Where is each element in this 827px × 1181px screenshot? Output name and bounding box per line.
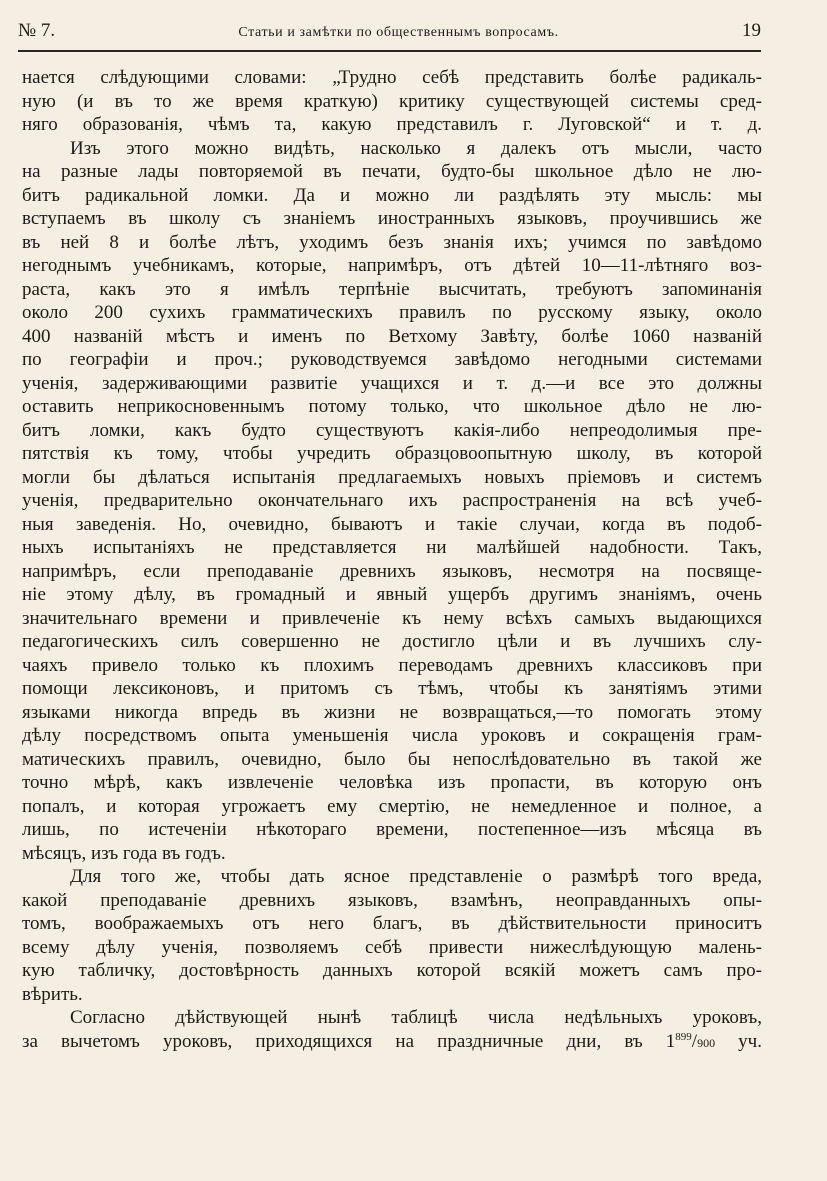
text-line: чаяхъ привело только къ плохимъ переводамъ древнихъ классиковъ при <box>22 654 762 676</box>
text-line: около 200 сухихъ грамматическихъ правилъ по русскому языку, около <box>22 302 762 323</box>
text-line: раста, какъ это я имѣлъ терпѣніе высчитать, требуютъ запоминанія <box>22 278 762 300</box>
text-line: педагогическихъ силъ совершенно не достигло цѣли и въ лучшихъ слу- <box>22 631 762 652</box>
header-rule <box>18 50 761 52</box>
text-line-last <box>22 1030 762 1054</box>
text-line: по географіи и проч.; руководствуемся завѣдомо негодными системами <box>22 349 762 370</box>
text-line: Для того же, чтобы дать ясное представленіе о размѣрѣ того вреда, <box>70 866 762 887</box>
text-line: кую табличку, достовѣрность данныхъ которой всякій можетъ самъ про- <box>22 960 762 981</box>
text-line: ученія, предварительно окончательнаго ихъ распространенія на всѣ учеб- <box>22 490 762 511</box>
body-text <box>22 66 762 1053</box>
text-line: всему дѣлу ученія, позволяемъ себѣ привести нижеслѣдующую малень- <box>22 936 762 958</box>
text-line: какой преподаваніе древнихъ языковъ, взамѣнъ, неоправданныхъ опы- <box>22 889 762 911</box>
text-line: дѣлу посредствомъ опыта уменьшенія числа уроковъ и сокращенія грам- <box>22 725 762 746</box>
text-line: значительнаго времени и привлеченіе къ нему всѣхъ самыхъ выдающихся <box>22 607 762 629</box>
text-line: ную (и въ то же время краткую) критику существующей системы сред- <box>22 90 762 112</box>
text-line: лишь, по истеченіи нѣкотораго времени, постепенное—изъ мѣсяца въ <box>22 819 762 840</box>
text-line: Изъ этого можно видѣть, насколько я далекъ отъ мысли, часто <box>70 137 762 159</box>
page-number: 19 <box>741 20 761 41</box>
year-superscript: 899 <box>675 1030 692 1043</box>
text-line: ныхъ испытаніяхъ не представляется ни малѣйшей надобности. Такъ, <box>22 537 762 558</box>
text-line: няго образованія, чѣмъ та, какую представилъ г. Луговской“ и т. д. <box>22 114 762 135</box>
text-line: помощи лексиконовъ, и притомъ съ тѣмъ, чтобы къ занятіямъ этими <box>22 678 762 699</box>
text-line: матическихъ правилъ, очевидно, было бы непослѣдовательно въ такой же <box>22 748 762 770</box>
text-line: точно мѣрѣ, какъ извлеченіе человѣка изъ пропасти, въ которую онъ <box>22 772 762 793</box>
last-line-text: за вычетомъ уроковъ, приходящихся на праздничные дни, въ 1 <box>22 1030 676 1052</box>
text-line: нается слѣдующими словами: „Трудно себѣ представить болѣе радикаль- <box>22 67 762 88</box>
issue-number: № 7. <box>18 20 56 41</box>
text-line: мѣсяцъ, изъ года въ годъ. <box>22 842 226 864</box>
text-line: Согласно дѣйствующей нынѣ таблицѣ числа недѣльныхъ уроковъ, <box>70 1007 762 1028</box>
text-line: языками никогда впредь въ жизни не возвращаться,—то помогать этому <box>22 701 762 723</box>
text-line: могли бы дѣлаться испытанія предлагаемыхъ новыхъ пріемовъ и системъ <box>22 466 762 488</box>
text-line: вступаемъ въ школу съ знаніемъ иностранныхъ языковъ, проучившись же <box>22 208 762 229</box>
text-line: томъ, воображаемыхъ отъ него благъ, въ дѣйствительности приноситъ <box>22 913 762 934</box>
text-line: вѣрить. <box>22 983 83 1005</box>
text-line: ніе этому дѣлу, въ громадный и явный ущербъ другимъ знаніямъ, очень <box>22 584 762 605</box>
text-line: 400 названій мѣстъ и именъ по Ветхому Завѣту, болѣе 1060 названій <box>22 325 762 347</box>
last-line-end: уч. <box>715 1030 762 1052</box>
running-title: Статьи и замѣтки по общественнымъ вопросамъ. <box>238 25 559 40</box>
text-line: оставить неприкосновеннымъ потому только, что школьное дѣло не лю- <box>22 396 762 417</box>
running-header <box>18 20 761 48</box>
text-line: битъ радикальной ломки. Да и можно ли раздѣлять эту мысль: мы <box>22 184 762 206</box>
text-line: напримѣръ, если преподаваніе древнихъ языковъ, несмотря на посвяще- <box>22 560 762 582</box>
text-line: пятствія къ тому, чтобы учредить образцовоопытную школу, въ которой <box>22 443 762 464</box>
year-subscript: 900 <box>697 1035 716 1050</box>
text-line: ныя заведенія. Но, очевидно, бываютъ и такіе случаи, когда въ подоб- <box>22 513 762 535</box>
fraction-slash: / <box>691 1030 698 1052</box>
text-line: ученія, задерживающими развитіе учащихся и т. д.—и все это должны <box>22 372 762 394</box>
text-line: въ ней 8 и болѣе лѣтъ, уходимъ безъ знанія ихъ; учимся по завѣдомо <box>22 231 762 253</box>
text-line: на разные лады повторяемой въ печати, будто-бы школьное дѣло не лю- <box>22 161 762 182</box>
text-line: негоднымъ учебникамъ, которые, напримѣръ, отъ дѣтей 10—11-лѣтняго воз- <box>22 255 762 276</box>
text-line: попалъ, и которая угрожаетъ ему смертію, не немедленное и полное, а <box>22 795 762 817</box>
text-line: битъ ломки, какъ будто существуютъ какія-либо непреодолимыя пре- <box>22 419 762 441</box>
